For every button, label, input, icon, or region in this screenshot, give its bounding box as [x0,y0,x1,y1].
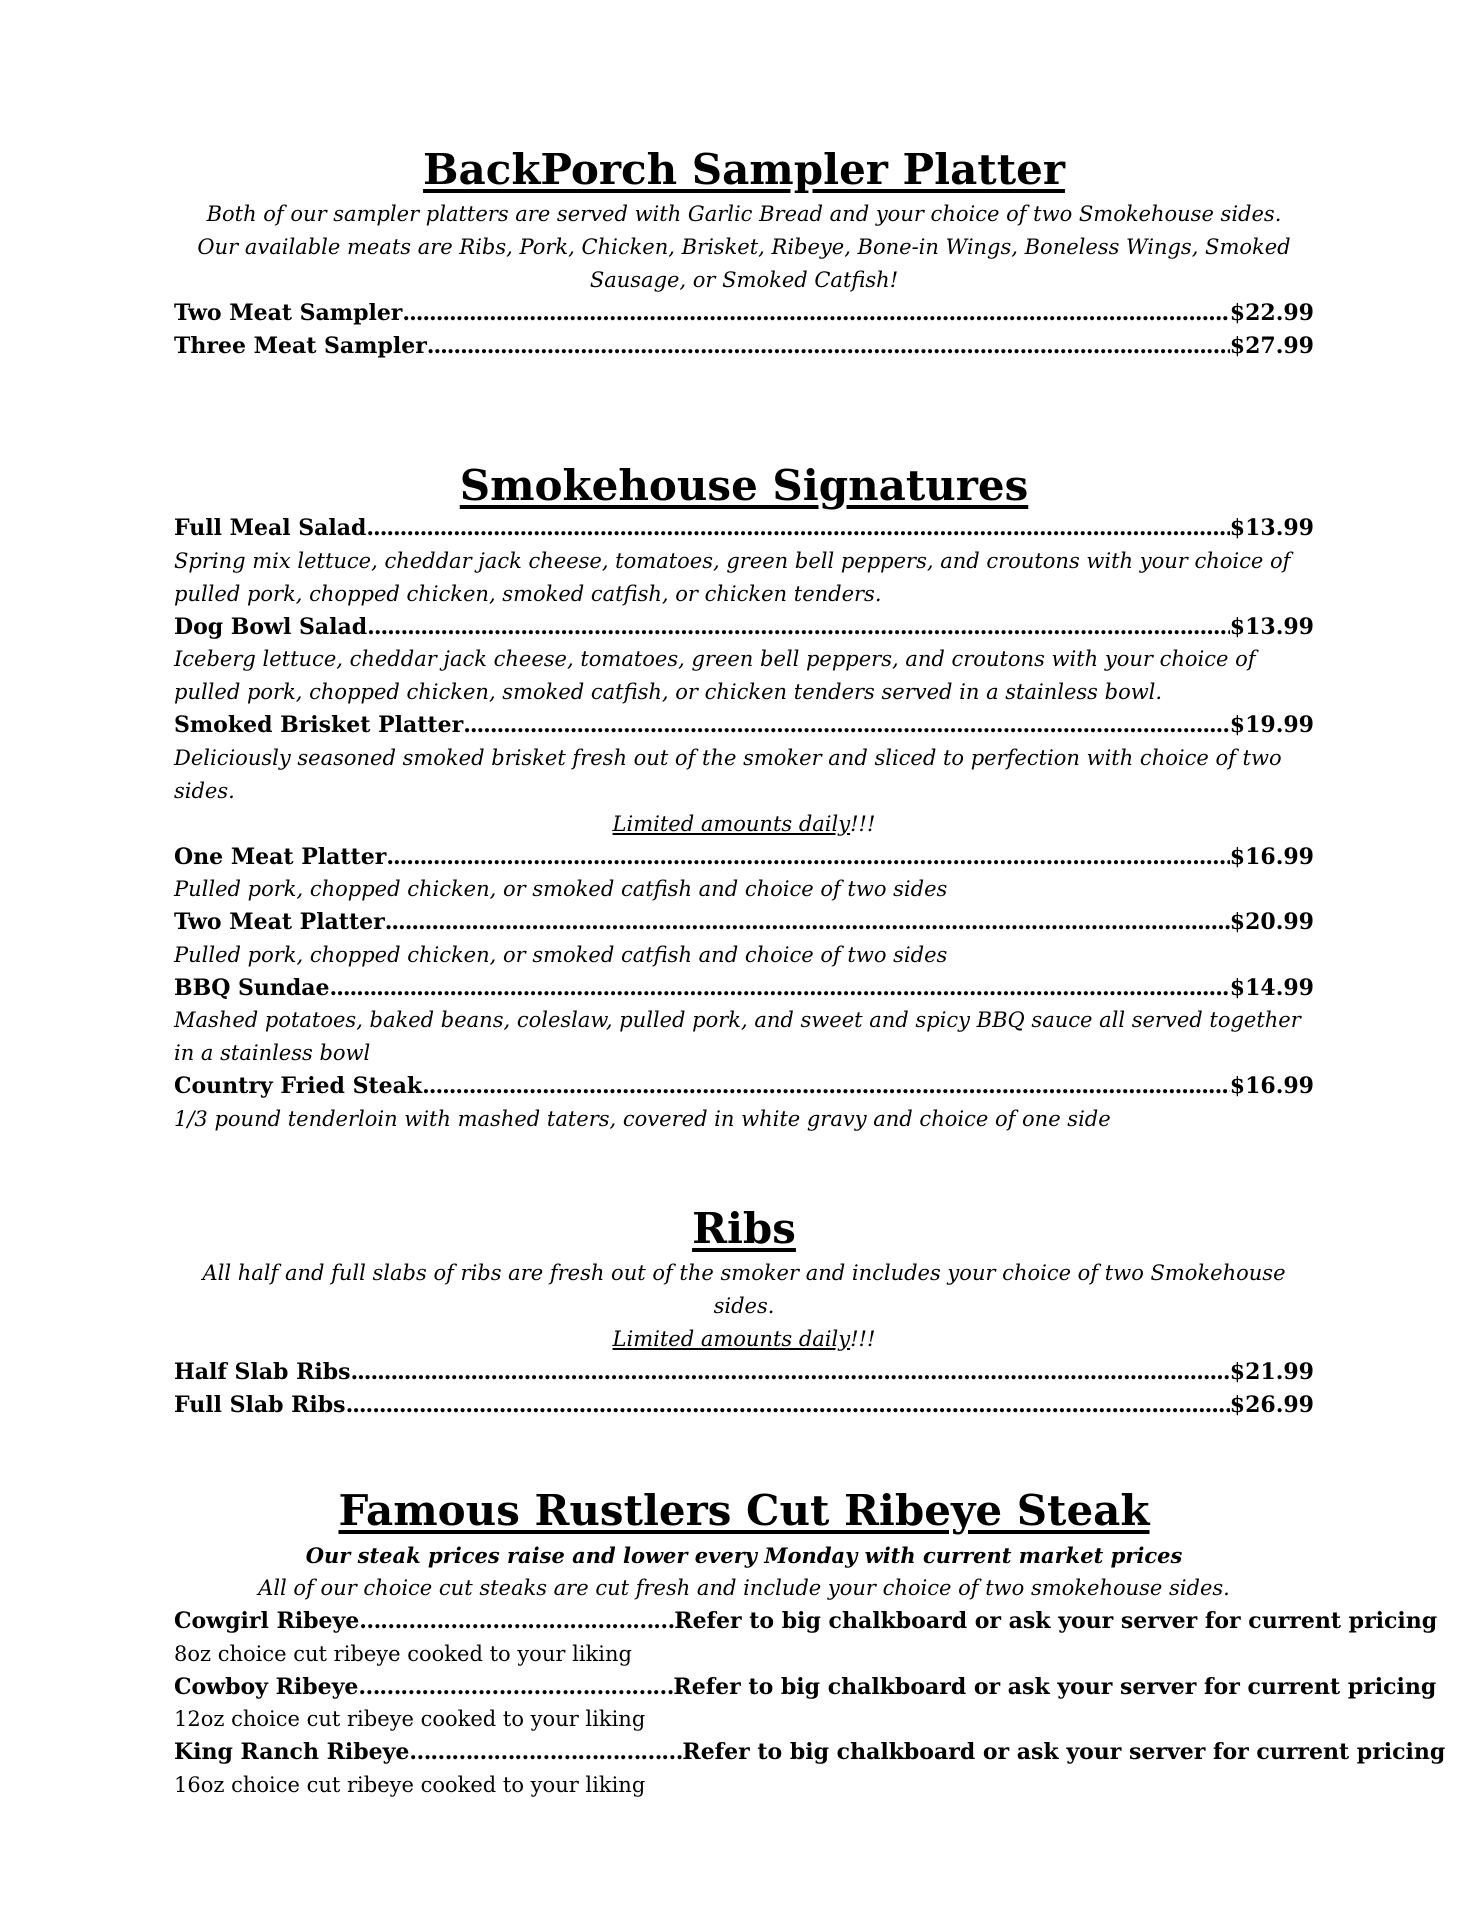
item-name: One Meat Platter [174,843,387,870]
ribs-section [174,1203,1314,1421]
item-description: Pulled pork, chopped chicken, or smoked catfish and choice of two sides [174,942,948,967]
leader-dots [366,512,1229,545]
signatures-section [174,460,1314,1136]
leader-dots: ……………………………………… [358,1673,674,1700]
item-name: Cowboy Ribeye [174,1673,359,1700]
menu-item-full-slab-ribs [174,1389,1314,1422]
item-name: Two Meat Sampler [174,300,403,326]
leader-dots [427,330,1230,363]
menu-item-king-ranch-ribeye [174,1736,1446,1769]
ribs-title: Ribs [692,1204,796,1253]
item-name: Two Meat Platter [174,909,385,935]
leader-dots [385,906,1230,939]
item-price: $16.99 [1229,843,1314,870]
item-name: Full Meal Salad [174,515,367,541]
ribs-note-exclaim: !!! [850,1327,876,1351]
item-price: Refer to big chalkboard or ask your server for current pricing [674,1608,1438,1634]
item-name: King Ranch Ribeye [174,1739,410,1765]
leader-dots: ……………………………………… [359,1608,675,1634]
leader-dots [350,1356,1229,1389]
steak-section [174,1485,1446,1802]
menu-item-full-meal-salad [174,512,1314,545]
item-name: BBQ Sundae [174,974,330,1001]
menu-item-half-slab-ribs [174,1356,1314,1389]
ribs-note-underlined: Limited amounts daily [612,1327,851,1351]
menu-item-three-meat-sampler [174,330,1314,363]
item-name: Half Slab Ribs [174,1359,351,1385]
item-price: $21.99 [1229,1359,1314,1385]
sampler-section [174,144,1314,362]
item-name: Dog Bowl Salad [174,613,368,640]
leader-dots [330,972,1230,1005]
menu-item-smoked-brisket-platter [174,709,1314,742]
item-description: Mashed potatoes, baked beans, coleslaw, pulled pork, and sweet and spicy BBQ sauce all served together in a stainless bowl [174,1008,1301,1065]
leader-dots [463,709,1230,742]
leader-dots [367,611,1230,644]
item-price: $13.99 [1229,515,1314,541]
item-name: Country Fried Steak [174,1073,423,1099]
limited-note-exclaim: !!! [850,811,876,836]
item-description: Deliciously seasoned smoked brisket fresh out of the smoker and sliced to perfection with choice of two sides. [174,745,1282,803]
item-description: 16oz choice cut ribeye cooked to your liking [174,1772,646,1797]
menu-item-bbq-sundae [174,972,1314,1005]
item-description: Iceberg lettuce, cheddar jack cheese, tomatoes, green bell peppers, and croutons with your choice of pulled pork, chopped chicken, smoked catfish, or chicken tenders served in a stainless bowl. [174,647,1256,704]
item-description: 8oz choice cut ribeye cooked to your liking [174,1641,632,1666]
ribs-intro: All half and full slabs of ribs are fresh out of the smoker and includes your choice of two Smokehouse sides. [202,1261,1286,1318]
item-price: $26.99 [1229,1391,1314,1418]
leader-dots [386,841,1229,874]
menu-item-dog-bowl-salad [174,611,1314,644]
leader-dots [422,1070,1230,1103]
item-price: $13.99 [1229,613,1314,640]
item-price: $19.99 [1229,712,1314,738]
item-description: 1/3 pound tenderloin with mashed taters, covered in white gravy and choice of one side [174,1106,1111,1131]
item-price: $16.99 [1229,1073,1314,1099]
sampler-title: BackPorch Sampler Platter [423,145,1065,194]
limited-note-underlined: Limited amounts daily [612,811,851,836]
steak-title: Famous Rustlers Cut Ribeye Steak [338,1486,1150,1535]
menu-item-one-meat-platter [174,841,1314,874]
menu-item-cowboy-ribeye [174,1671,1437,1704]
item-name: Three Meat Sampler [174,332,427,359]
item-description: Pulled pork, chopped chicken, or smoked catfish and choice of two sides [174,877,948,901]
item-name: Cowgirl Ribeye [174,1608,360,1634]
item-price: $14.99 [1229,974,1314,1001]
item-name: Smoked Brisket Platter [174,712,464,738]
leader-dots: ………………………………… [409,1739,683,1765]
item-price: Refer to big chalkboard or ask your server for current pricing [673,1673,1437,1700]
steak-subtitle: Our steak prices raise and lower every Monday with current market prices [305,1543,1183,1568]
signatures-title: Smokehouse Signatures [459,461,1029,510]
item-name: Full Slab Ribs [174,1391,346,1418]
leader-dots [402,297,1229,330]
menu-item-country-fried-steak [174,1070,1314,1103]
item-description: Spring mix lettuce, cheddar jack cheese, tomatoes, green bell peppers, and croutons with your choice of pulled pork, chopped chicken, smoked catfish, or chicken tenders. [174,548,1291,606]
item-price: $20.99 [1229,909,1314,935]
menu-item-two-meat-sampler [174,297,1314,330]
menu-item-two-meat-platter [174,906,1314,939]
item-price: Refer to big chalkboard or ask your server for current pricing [682,1739,1446,1765]
item-description: 12oz choice cut ribeye cooked to your liking [174,1707,646,1731]
sampler-intro: Both of our sampler platters are served with Garlic Bread and your choice of two Smokehouse sides. Our available meats are Ribs, Pork, Chicken, Brisket, Ribeye, Bone-in Wings, Boneless Wings, Smoked Sausage, or Smoked Catfish! [197,202,1291,292]
steak-intro: All of our choice cut steaks are cut fresh and include your choice of two smokehouse sides. [258,1576,1230,1600]
limited-note [174,808,1314,841]
menu-item-cowgirl-ribeye [174,1605,1438,1638]
item-price: $27.99 [1229,332,1314,359]
ribs-limited-note [174,1323,1314,1356]
leader-dots [346,1389,1230,1422]
item-price: $22.99 [1229,300,1314,326]
